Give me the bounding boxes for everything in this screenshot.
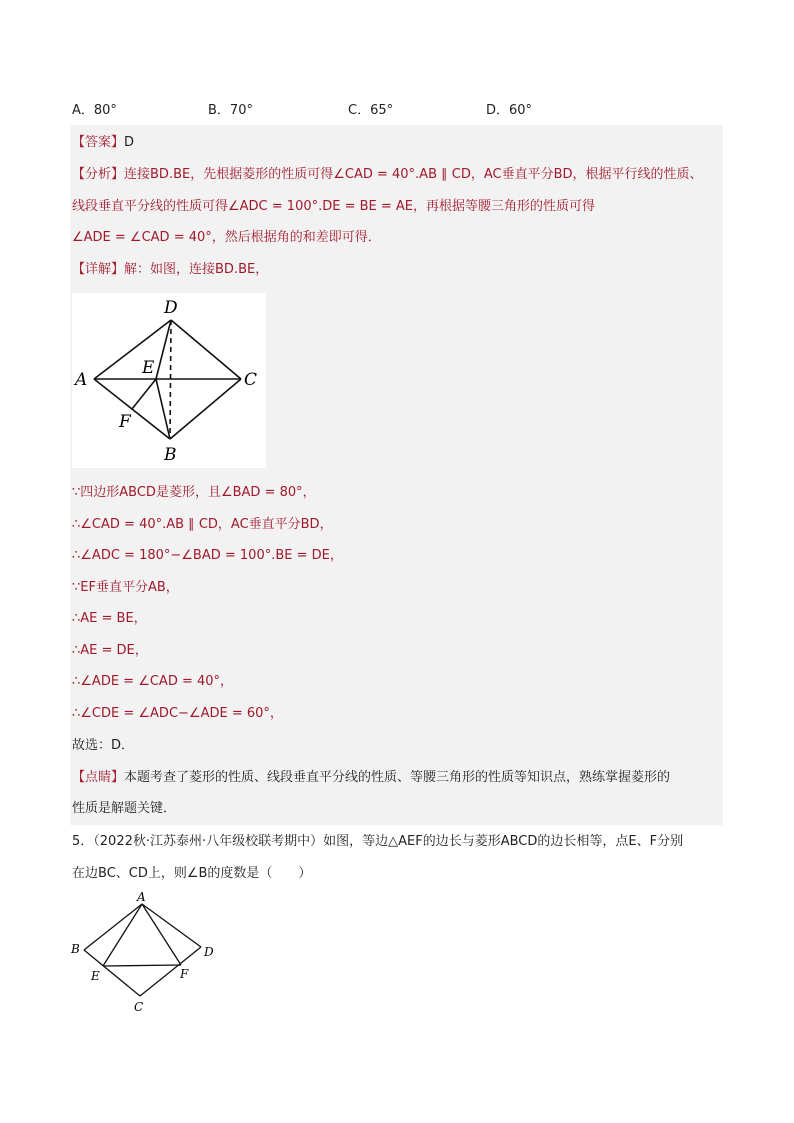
option-b: B．70° — [208, 103, 253, 118]
fig2-label-a: A — [137, 890, 146, 904]
analysis-line-1 — [72, 165, 703, 185]
rhombus-figure-2 — [70, 890, 220, 1020]
rhombus-figure-1 — [72, 293, 266, 468]
solution-block — [70, 125, 723, 825]
detail-tag: 【详解】 — [72, 262, 125, 277]
comment-line-1 — [72, 768, 670, 788]
step-2: ∴∠CAD = 40°.AB ∥ CD，AC垂直平分BD， — [72, 517, 333, 532]
fig1-label-b: B — [164, 445, 177, 465]
step-4: ∵EF垂直平分AB， — [72, 580, 179, 595]
comment-line-2: 性质是解题关键． — [72, 801, 177, 816]
fig1-label-a: A — [75, 370, 88, 390]
fig2-label-f: F — [180, 967, 189, 981]
step-7: ∴∠ADE = ∠CAD = 40°， — [72, 674, 234, 689]
question-5-line-1: 5．（2022秋·江苏泰州·八年级校联考期中）如图，等边△AEF的边长与菱形ABCD的边长相等，点E、F分别 — [72, 834, 684, 849]
step-1: ∵四边形ABCD是菱形，且∠BAD = 80°， — [72, 485, 316, 500]
rhombus-figure-1-svg — [72, 293, 266, 468]
analysis-line-2: 线段垂直平分线的性质可得∠ADC = 100°.DE = BE = AE，再根据等腰三角形的性质可得 — [72, 199, 596, 214]
fig2-label-e: E — [91, 969, 100, 983]
choice-line: 故选：D． — [72, 738, 135, 753]
fig1-label-e: E — [142, 358, 155, 378]
step-5: ∴AE = BE， — [72, 611, 147, 626]
answer-tag: 【答案】 — [72, 135, 125, 150]
detail-line — [72, 260, 268, 280]
comment-tag: 【点睛】 — [72, 770, 125, 785]
step-6: ∴AE = DE， — [72, 643, 148, 658]
option-a: A．80° — [72, 103, 117, 118]
answer-options — [72, 101, 722, 121]
question-5-line-2: 在边BC、CD上，则∠B的度数是（ ） — [72, 866, 312, 881]
answer-line — [72, 133, 134, 153]
option-c: C．65° — [348, 103, 394, 118]
rhombus-figure-2-svg — [70, 890, 220, 1020]
analysis-tag: 【分析】 — [72, 167, 125, 182]
option-d: D．60° — [486, 103, 533, 118]
fig1-label-f: F — [119, 412, 131, 432]
comment-text-1: 本题考查了菱形的性质、线段垂直平分线的性质、等腰三角形的性质等知识点，熟练掌握菱形的 — [124, 770, 671, 785]
analysis-line-3: ∠ADE = ∠CAD = 40°，然后根据角的和差即可得． — [72, 230, 381, 245]
analysis-text-1: 连接BD.BE，先根据菱形的性质可得∠CAD = 40°.AB ∥ CD，AC垂直平分BD，根据平行线的性质、 — [124, 167, 703, 182]
step-8: ∴∠CDE = ∠ADC−∠ADE = 60°， — [72, 706, 283, 721]
fig2-label-c: C — [134, 1000, 144, 1014]
fig2-label-d: D — [204, 945, 214, 959]
step-3: ∴∠ADC = 180°−∠BAD = 100°.BE = DE， — [72, 548, 343, 563]
fig2-label-b: B — [71, 942, 80, 956]
fig1-label-d: D — [164, 298, 178, 318]
detail-text: 解：如图，连接BD.BE， — [124, 262, 269, 277]
answer-value: D — [124, 135, 135, 150]
fig1-label-c: C — [244, 370, 258, 390]
